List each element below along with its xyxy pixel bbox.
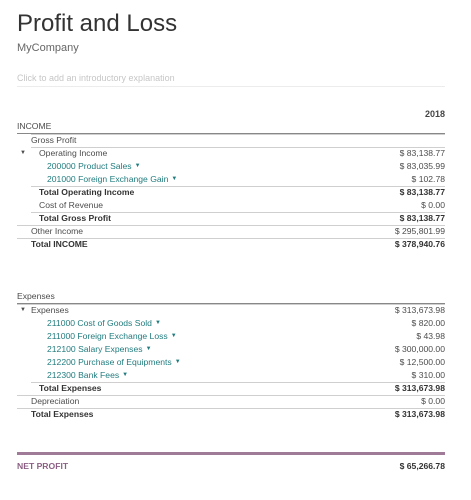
account-label[interactable]: 201000 Foreign Exchange Gain (47, 174, 169, 184)
total-income-value: $ 378,940.76 (394, 239, 445, 249)
account-label[interactable]: 212100 Salary Expenses (47, 344, 143, 354)
company-name: MyCompany (17, 42, 79, 54)
income-section (17, 120, 445, 251)
cost-of-revenue-value: $ 0.00 (421, 200, 445, 210)
caret-down-icon[interactable]: ▼ (122, 372, 129, 379)
other-income-label: Other Income (31, 226, 84, 236)
account-product-sales[interactable] (47, 160, 141, 173)
divider (17, 304, 445, 305)
triangle-down-icon[interactable]: ▼ (20, 150, 26, 156)
operating-income-label: Operating Income (39, 148, 108, 158)
total-gross-profit-value: $ 83,138.77 (399, 213, 445, 223)
account-label[interactable]: 212300 Bank Fees (47, 370, 120, 380)
account-row[interactable] (17, 343, 445, 356)
divider (31, 134, 445, 135)
account-row[interactable] (17, 330, 445, 343)
expenses-line-value: $ 313,673.98 (394, 305, 445, 315)
account-row[interactable] (17, 356, 445, 369)
divider (31, 186, 445, 187)
depreciation-label: Depreciation (31, 396, 80, 406)
account-value: $ 310.00 (411, 370, 445, 380)
caret-down-icon[interactable]: ▼ (154, 320, 161, 327)
total-income-label: Total INCOME (31, 239, 88, 249)
account-value: $ 300,000.00 (394, 344, 445, 354)
expenses-heading-row (17, 290, 445, 304)
total-expenses-row (17, 408, 445, 421)
divider (17, 408, 445, 409)
divider (17, 238, 445, 239)
total-expenses-inner-value: $ 313,673.98 (394, 383, 445, 393)
divider (17, 395, 445, 396)
account-bank-fees[interactable] (47, 369, 128, 382)
net-profit-value: $ 65,266.78 (399, 461, 445, 471)
triangle-down-icon[interactable]: ▼ (20, 307, 26, 313)
divider (31, 147, 445, 148)
net-profit-row (17, 460, 445, 473)
total-expenses-value: $ 313,673.98 (394, 409, 445, 419)
account-cost-of-goods-sold[interactable] (47, 317, 161, 330)
expenses-line-row[interactable] (17, 304, 445, 317)
account-row[interactable] (17, 317, 445, 330)
account-purchase-of-equipments[interactable] (47, 356, 181, 369)
divider (31, 212, 445, 213)
account-foreign-exchange-loss[interactable] (47, 330, 177, 343)
caret-down-icon[interactable]: ▼ (134, 163, 141, 170)
total-expenses-label: Total Expenses (31, 409, 94, 419)
caret-down-icon[interactable]: ▼ (171, 176, 178, 183)
total-income-row (17, 238, 445, 251)
expenses-heading: Expenses (17, 291, 55, 301)
total-gross-profit-row (17, 212, 445, 225)
gross-profit-label: Gross Profit (31, 135, 77, 145)
account-value: $ 102.78 (411, 174, 445, 184)
income-heading-row (17, 120, 445, 134)
operating-income-row[interactable] (17, 147, 445, 160)
divider (17, 225, 445, 226)
account-label[interactable]: 211000 Cost of Goods Sold (47, 318, 152, 328)
account-label[interactable]: 212200 Purchase of Equipments (47, 357, 172, 367)
account-label[interactable]: 211000 Foreign Exchange Loss (47, 331, 168, 341)
column-year: 2018 (424, 109, 445, 119)
total-expenses-inner-row (17, 382, 445, 395)
expenses-section (17, 290, 445, 421)
account-row[interactable] (17, 369, 445, 382)
account-salary-expenses[interactable] (47, 343, 152, 356)
total-gross-profit-label: Total Gross Profit (39, 213, 111, 223)
caret-down-icon[interactable]: ▼ (174, 359, 181, 366)
other-income-value: $ 295,801.99 (394, 226, 445, 236)
depreciation-value: $ 0.00 (421, 396, 445, 406)
cost-of-revenue-label: Cost of Revenue (39, 200, 104, 210)
page-title: Profit and Loss (17, 10, 178, 37)
account-row[interactable] (17, 173, 445, 186)
operating-income-value: $ 83,138.77 (399, 148, 445, 158)
account-value: $ 12,500.00 (399, 357, 445, 367)
account-label[interactable]: 200000 Product Sales (47, 161, 132, 171)
account-foreign-exchange-gain[interactable] (47, 173, 177, 186)
depreciation-row (17, 395, 445, 408)
income-heading: INCOME (17, 121, 52, 131)
total-operating-income-label: Total Operating Income (39, 187, 135, 197)
gross-profit-row (17, 134, 445, 147)
other-income-row (17, 225, 445, 238)
total-operating-income-row (17, 186, 445, 199)
net-profit-label: NET PROFIT (17, 461, 69, 471)
divider (31, 382, 445, 383)
account-value: $ 43.98 (416, 331, 445, 341)
cost-of-revenue-row (17, 199, 445, 212)
total-expenses-inner-label: Total Expenses (39, 383, 102, 393)
account-value: $ 83,035.99 (399, 161, 445, 171)
account-row[interactable] (17, 160, 445, 173)
account-value: $ 820.00 (411, 318, 445, 328)
caret-down-icon[interactable]: ▼ (145, 346, 152, 353)
net-profit-section (17, 452, 445, 473)
total-operating-income-value: $ 83,138.77 (399, 187, 445, 197)
expenses-line-label: Expenses (31, 305, 69, 315)
caret-down-icon[interactable]: ▼ (170, 333, 177, 340)
intro-explanation[interactable]: Click to add an introductory explanation (17, 73, 445, 87)
